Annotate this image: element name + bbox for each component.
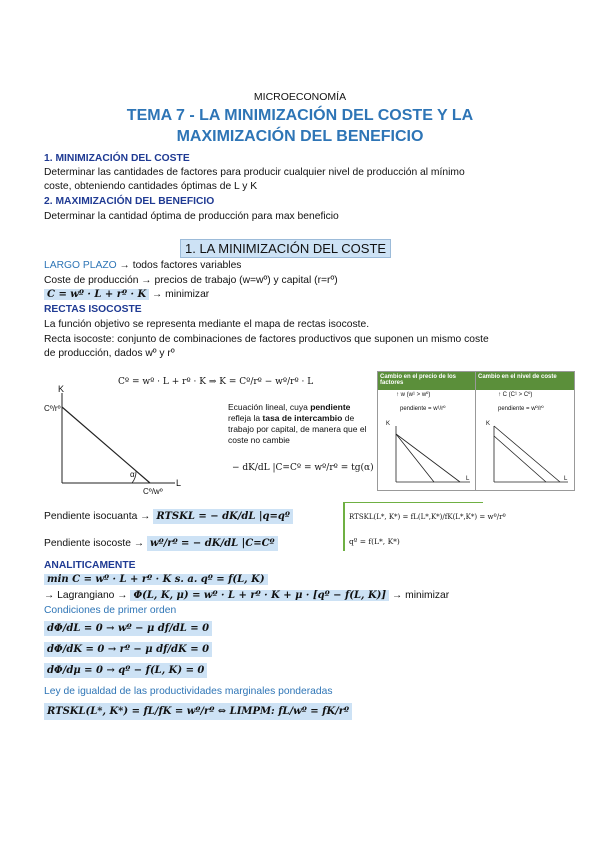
col2-slope: pendiente = wº/rº	[498, 406, 544, 412]
lagrange-suffix: → minimizar	[392, 590, 450, 601]
isocoste-label: Pendiente isocoste →	[44, 538, 145, 549]
outline-heading-1: 1. MINIMIZACIÓN DEL COSTE	[44, 153, 190, 164]
outline-text-1a: Determinar las cantidades de factores para producir cualquier nivel de producción al mínimo	[44, 167, 465, 178]
col1-l-label: L	[466, 476, 470, 482]
condition-2-eq: dΦ/dK = 0 → rº − μ df/dK = 0	[44, 642, 212, 657]
note-bold2: tasa de intercambio	[262, 413, 343, 423]
axis-k-label: K	[58, 384, 65, 394]
outline-text-2: Determinar la cantidad óptima de producción para max beneficio	[44, 211, 339, 222]
isocoste-equation: wº/rº = − dK/dL |C=Cº	[147, 536, 278, 551]
page-title-line2: MAXIMIZACIÓN DEL BENEFICIO	[176, 128, 424, 145]
col1-condition: ↑ w (w¹ > wº)	[396, 392, 431, 398]
rectas-text-2: Recta isocoste: conjunto de combinaciones de factores productivos que suponen un mismo coste	[44, 334, 489, 345]
lagrange-equation: Φ(L, K, μ) = wº · L + rº · K + μ · [qº − f(L, K)]	[130, 590, 389, 601]
isocoste-line	[44, 537, 278, 550]
isocuanta-label: Pendiente isocuanta →	[44, 511, 151, 522]
note-part5: el coste no cambie	[228, 424, 367, 445]
isocost-graph	[40, 385, 180, 495]
table-header-col1: Cambio en el precio de los factores	[378, 372, 476, 390]
col2-condition: ↑ C (C¹ > Cº)	[498, 392, 533, 398]
lagrange-prefix: → Lagrangiano →	[44, 590, 128, 601]
table-divider	[475, 372, 476, 490]
cost-equation: C = wº · L + rº · K	[44, 289, 149, 300]
price-change-graph	[382, 422, 472, 488]
isocost-formula: Cº = wº · L + rº · K ⇒ K = Cº/rº − wº/rº · L	[118, 377, 314, 387]
col1-slope: pendiente = w¹/rº	[400, 406, 446, 412]
rectas-text-3: de producción, dados wº y rº	[44, 348, 175, 359]
axis-l-label: L	[176, 478, 182, 488]
isocost-line	[62, 407, 150, 483]
largo-plazo-line	[44, 259, 241, 272]
min-problem: min C = wº · L + rº · K s. a. qº = f(L, K)	[44, 574, 268, 585]
comparison-table	[377, 371, 575, 491]
equilibrium-eq1: RTSKL(L*, K*) = fL(L*,K*)/fK(L*,K*) = wº/rº	[349, 513, 506, 521]
condition-1-eq: dΦ/dL = 0 → wº − μ df/dL = 0	[44, 621, 212, 636]
col2-l-label: L	[564, 476, 568, 482]
outline-text-1b: coste, obteniendo cantidades óptimas de L y K	[44, 181, 258, 192]
conditions-heading: Condiciones de primer orden	[44, 605, 177, 616]
problem-line	[44, 573, 268, 586]
equilibrium-box	[343, 502, 506, 551]
analytic-heading: ANALITICAMENTE	[44, 560, 136, 571]
section-title-box: 1. LA MINIMIZACIÓN DEL COSTE	[180, 239, 391, 258]
course-name: MICROECONOMÍA	[253, 91, 347, 103]
col2-line-original	[494, 436, 546, 482]
equilibrium-eq2: qº = f(L*, K*)	[349, 537, 400, 546]
note-part2: refleja la	[228, 413, 261, 423]
cost-change-graph	[480, 422, 570, 488]
page-title-line1: TEMA 7 - LA MINIMIZACIÓN DEL COSTE Y LA	[126, 107, 474, 124]
note-bold1: pendiente	[310, 402, 351, 412]
largo-plazo-label: LARGO PLAZO	[44, 260, 117, 271]
col1-k-label: K	[386, 421, 391, 427]
condition-2	[44, 643, 212, 656]
col2-k-label: K	[486, 421, 491, 427]
isocost-note	[228, 402, 368, 446]
col2-line-new	[494, 426, 560, 482]
law-equation: RTSKL(L*, K*) = fL/fK = wº/rº ⇔ LIMPM: fL/wº = fK/rº	[44, 703, 352, 720]
rectas-text-1: La función objetivo se representa mediante el mapa de rectas isocoste.	[44, 319, 370, 330]
condition-1	[44, 622, 212, 635]
largo-plazo-rest: → todos factores variables	[119, 260, 242, 271]
law-line	[44, 705, 352, 718]
law-heading: Ley de igualdad de las productividades marginales ponderadas	[44, 686, 333, 697]
condition-3-eq: dΦ/dμ = 0 → qº − f(L, K) = 0	[44, 663, 207, 678]
lagrange-line	[44, 589, 449, 602]
isocuanta-equation: RTSKL = − dK/dL |q=qº	[153, 509, 293, 524]
outline-heading-2: 2. MAXIMIZACIÓN DEL BENEFICIO	[44, 196, 215, 207]
condition-3	[44, 664, 207, 677]
note-part1: Ecuación lineal, cuya	[228, 402, 308, 412]
rectas-heading: RECTAS ISOCOSTE	[44, 304, 142, 315]
note-part3: de	[344, 413, 355, 423]
cost-equation-line	[44, 288, 209, 301]
cost-equation-suffix: → minimizar	[152, 289, 210, 300]
isocuanta-line	[44, 510, 293, 523]
table-header-col2: Cambio en el nivel de coste	[476, 372, 574, 390]
slope-equation: − dK/dL |C=Cº = wº/rº = tg(α)	[232, 463, 374, 473]
coste-line: Coste de producción → precios de trabajo (w=wº) y capital (r=rº)	[44, 275, 338, 286]
k-intercept-label: Cº/rº	[44, 404, 61, 413]
alpha-label: α	[130, 470, 135, 479]
note-part4: trabajo por capital, de manera que	[228, 424, 358, 434]
l-intercept-label: Cº/wº	[143, 487, 163, 496]
